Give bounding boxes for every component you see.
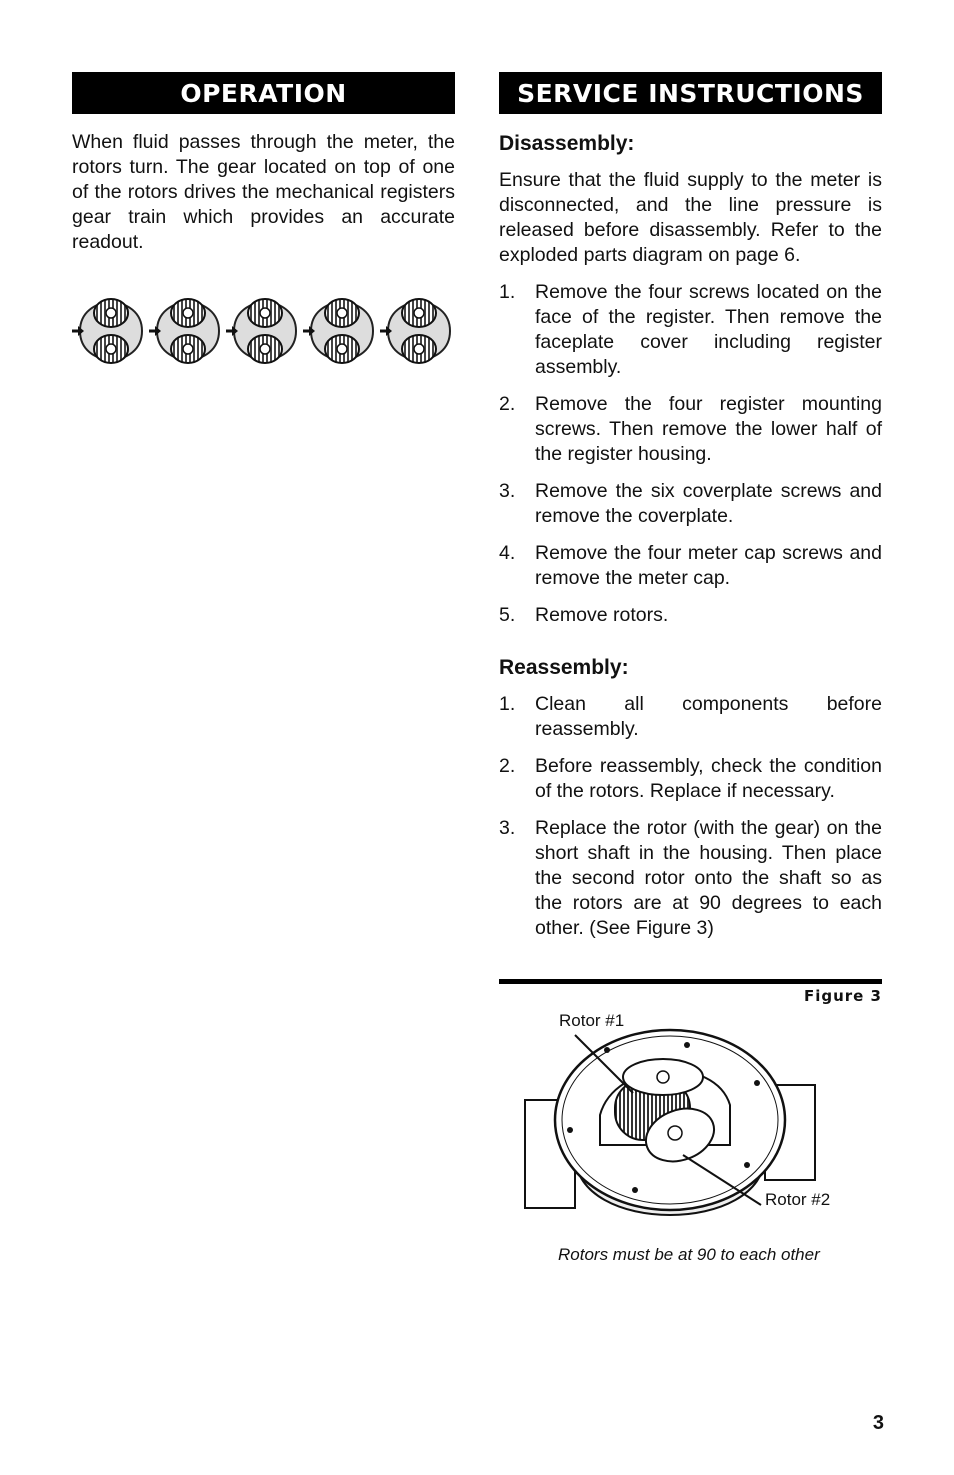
step-text: Remove rotors. [535,604,669,626]
step-number: 3. [499,817,516,839]
step-text: Remove the four screws located on the face of the register. Then remove the faceplate cover including register assembly. [535,281,882,378]
operation-heading: OPERATION [72,72,455,114]
reassembly-title: Reassembly: [499,656,629,679]
list-item [499,541,882,591]
reassembly-steps [499,692,882,941]
list-item [499,754,882,804]
step-number: 4. [499,542,516,564]
step-number: 2. [499,393,516,415]
step-text: Before reassembly, check the condition of the rotors. Replace if necessary. [535,755,882,802]
step-text: Clean all components before reassembly. [535,693,882,740]
disassembly-steps [499,280,882,628]
step-text: Remove the six coverplate screws and remove the coverplate. [535,480,882,527]
rotor2-label: Rotor #2 [765,1190,831,1209]
rotor1-label: Rotor #1 [559,1011,625,1030]
step-number: 2. [499,755,516,777]
list-item [499,692,882,742]
disassembly-title: Disassembly: [499,132,635,155]
service-section [499,72,882,941]
list-item [499,479,882,529]
rotor-stage-icon [72,299,142,363]
step-text: Remove the four meter cap screws and remove the meter cap. [535,542,882,589]
step-text: Replace the rotor (with the gear) on the short shaft in the housing. Then place the second rotor onto the shaft so as the rotors are at 90 degrees to each other. (See Figure 3) [535,817,882,939]
step-number: 3. [499,480,516,502]
step-number: 1. [499,693,516,715]
list-item [499,816,882,941]
list-item [499,392,882,467]
list-item [499,280,882,380]
operation-section [72,72,455,255]
rotor-sequence-illustration [72,283,455,379]
step-text: Remove the four register mounting screws. Then remove the lower half of the register housing. [535,393,882,465]
list-item [499,603,882,628]
figure-divider [499,979,882,984]
page-number: 3 [872,1412,884,1434]
disassembly-intro: Ensure that the fluid supply to the meter is disconnected, and the line pressure is released before disassembly. Refer to the exploded parts diagram on page 6. [499,169,882,266]
operation-body: When fluid passes through the meter, the rotors turn. The gear located on top of one of the rotors drives the mechanical registers gear train which provides an accurate readout. [72,131,455,253]
step-number: 1. [499,281,516,303]
step-number: 5. [499,604,516,626]
figure-label: Figure 3 [803,987,882,1005]
service-heading: SERVICE INSTRUCTIONS [499,72,882,114]
figure-caption: Rotors must be at 90 to each other [558,1245,820,1264]
